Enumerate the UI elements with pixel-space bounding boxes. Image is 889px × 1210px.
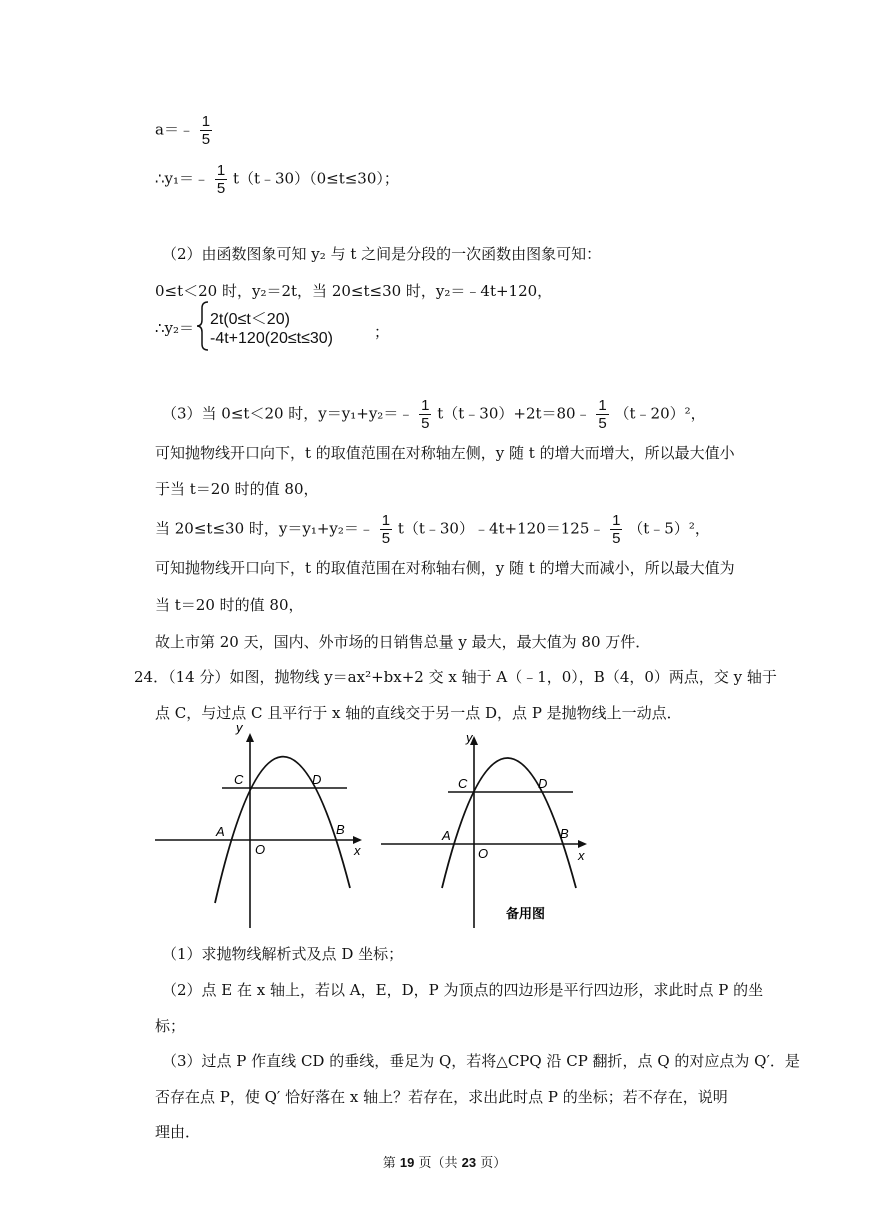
p3-b: t（t﹣30）+2t＝80﹣ (437, 404, 591, 423)
part2-intro: （2）由函数图象可知 y₂ 与 t 之间是分段的一次函数由图象可知： (162, 245, 602, 263)
part3-line1 (162, 397, 706, 432)
y1-suffix: t（t﹣30）（0≤t≤30）； (232, 169, 399, 188)
frac-den: 5 (612, 530, 621, 547)
footer-middle: 页（共 (414, 1156, 462, 1171)
page-footer (0, 1152, 889, 1171)
label-a: A (442, 828, 451, 843)
p3-e: t（t﹣30）﹣4t+120＝125﹣ (397, 519, 605, 538)
question24-part2-line2: 标； (155, 1017, 186, 1035)
parabola-figure-main (150, 720, 370, 933)
frac-den: 5 (381, 530, 391, 547)
part3-conclusion: 故上市第 20 天，国内、外市场的日销售总量 y 最大，最大值为 80 万件． (155, 633, 651, 651)
brace-icon (196, 300, 210, 352)
frac-num: 1 (421, 397, 430, 414)
label-x: x (578, 848, 585, 863)
part2-cases: 0≤t＜20 时，y₂＝2t，当 20≤t≤30 时，y₂＝﹣4t+120， (155, 282, 553, 300)
p3-a: （3）当 0≤t＜20 时，y＝y₁+y₂＝﹣ (162, 404, 414, 423)
fraction-one-fifth (200, 113, 212, 148)
p3-f: （t﹣5）²， (628, 519, 710, 538)
frac-num: 1 (612, 512, 621, 529)
label-d: D (312, 772, 322, 787)
p3-d: 当 20≤t≤30 时，y＝y₁+y₂＝﹣ (155, 519, 374, 538)
label-c: C (234, 772, 244, 787)
label-a: A (216, 824, 225, 839)
question24-part3-line3: 理由． (155, 1123, 201, 1141)
question24-part3-line2: 否存在点 P，使 Q′ 恰好落在 x 轴上？若存在，求出此时点 P 的坐标；若不存在，说明 (155, 1088, 728, 1106)
part3-line4 (155, 512, 710, 547)
part3-line2: 可知抛物线开口向下，t 的取值范围在对称轴左侧，y 随 t 的增大而增大，所以最大值小 (155, 444, 735, 462)
p3-c: （t﹣20）²， (614, 404, 706, 423)
y1-prefix: ∴y₁＝﹣ (155, 169, 210, 188)
label-b: B (560, 826, 569, 841)
footer-suffix: 页） (476, 1156, 507, 1171)
label-y: y (466, 730, 473, 745)
fraction-one-fifth (419, 397, 431, 432)
question24-part1: （1）求抛物线解析式及点 D 坐标； (162, 945, 404, 963)
frac-num: 1 (381, 512, 391, 529)
y2-end: ； (374, 323, 390, 341)
a-value-text: a＝﹣ (155, 120, 194, 139)
question24-part3-line1: （3）过点 P 作直线 CD 的垂线，垂足为 Q，若将△CPQ 沿 CP 翻折，点 Q 的对应点为 Q′．是 (162, 1052, 800, 1070)
frac-den: 5 (598, 415, 607, 432)
label-d: D (538, 776, 548, 791)
frac-num: 1 (201, 113, 211, 130)
frac-num: 1 (216, 162, 226, 179)
frac-den: 5 (421, 415, 430, 432)
part3-line3: 于当 t＝20 时的值 80， (155, 480, 319, 498)
question24-part2-line1: （2）点 E 在 x 轴上，若以 A，E，D，P 为顶点的四边形是平行四边形，求此时点 P 的坐 (162, 981, 764, 999)
footer-total-pages: 23 (461, 1155, 477, 1170)
a-value-line (155, 113, 213, 148)
label-c: C (458, 776, 468, 791)
y2-case-1: 2t(0≤t＜20) (210, 311, 290, 328)
question24-line1: 24．（14 分）如图，抛物线 y＝ax²+bx+2 交 x 轴于 A（﹣1，0），B（4，0）两点，交 y 轴于 (134, 668, 777, 686)
parabola-figure-backup (376, 728, 596, 933)
y-axis-arrow-icon (246, 733, 254, 742)
label-o: O (478, 846, 489, 861)
fraction-one-fifth (610, 512, 622, 547)
y1-line (155, 162, 399, 197)
fraction-one-fifth (380, 512, 392, 547)
question24-line2: 点 C，与过点 C 且平行于 x 轴的直线交于另一点 D，点 P 是抛物线上一动点． (155, 704, 682, 722)
label-y: y (236, 720, 243, 735)
fraction-one-fifth (596, 397, 608, 432)
fraction-one-fifth (215, 162, 227, 197)
frac-num: 1 (598, 397, 607, 414)
part3-line5: 可知抛物线开口向下，t 的取值范围在对称轴右侧，y 随 t 的增大而减小，所以最大值为 (155, 559, 735, 577)
frac-den: 5 (201, 131, 211, 148)
backup-figure-caption: 备用图 (506, 906, 546, 921)
x-axis-arrow-icon (578, 840, 587, 848)
y2-case-2: -4t+120(20≤t≤30) (210, 330, 333, 347)
footer-page-number: 19 (399, 1155, 415, 1170)
footer-prefix: 第 (382, 1156, 400, 1171)
label-b: B (336, 822, 345, 837)
label-o: O (255, 842, 266, 857)
y2-prefix: ∴y₂＝ (155, 319, 195, 337)
label-x: x (354, 843, 361, 858)
frac-den: 5 (216, 180, 226, 197)
part3-line6: 当 t＝20 时的值 80， (155, 596, 304, 614)
